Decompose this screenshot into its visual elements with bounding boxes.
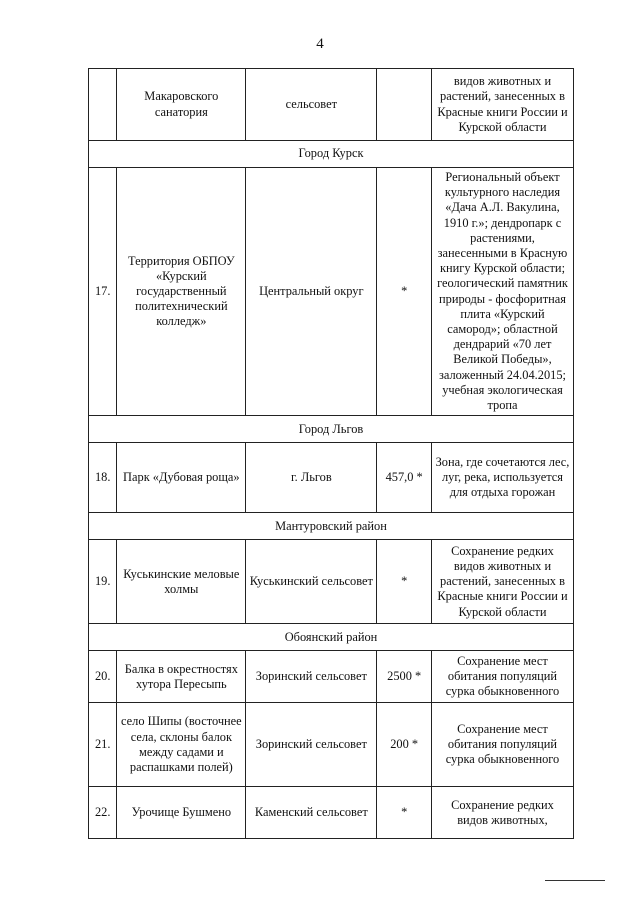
- location-cell: сельсовет: [246, 69, 377, 141]
- row-number-cell: [89, 69, 117, 141]
- area-cell: 2500 *: [377, 651, 432, 703]
- section-header-row: [89, 416, 574, 443]
- table-row: [89, 540, 574, 624]
- row-number-cell: 20.: [89, 651, 117, 703]
- location-cell: Каменский сельсовет: [246, 787, 377, 839]
- object-name-cell: Куськинские меловые холмы: [117, 540, 246, 624]
- footer-divider: [545, 880, 605, 881]
- object-name-cell: село Шипы (восточнее села, склоны балок между садами и распашками полей): [117, 703, 246, 787]
- description-cell: видов животных и растений, занесенных в Красные книги России и Курской области: [431, 69, 573, 141]
- area-cell: *: [377, 168, 432, 416]
- row-number-cell: 22.: [89, 787, 117, 839]
- area-cell: 457,0 *: [377, 443, 432, 513]
- location-cell: Зоринский сельсовет: [246, 651, 377, 703]
- section-title: Мантуровский район: [89, 513, 574, 540]
- page-number: 4: [316, 36, 324, 52]
- object-name-cell: Макаровского санатория: [117, 69, 246, 141]
- row-number-cell: 17.: [89, 168, 117, 416]
- description-cell: Зона, где сочетаются лес, луг, река, используется для отдыха горожан: [431, 443, 573, 513]
- area-cell: [377, 69, 432, 141]
- table-row: [89, 703, 574, 787]
- row-number-cell: 19.: [89, 540, 117, 624]
- table-row: [89, 443, 574, 513]
- area-cell: *: [377, 540, 432, 624]
- section-title: Город Курск: [89, 141, 574, 168]
- section-header-row: [89, 141, 574, 168]
- section-title: Обоянский район: [89, 624, 574, 651]
- protected-areas-table: [88, 68, 574, 839]
- description-cell: Региональный объект культурного наследия «Дача А.Л. Вакулина, 1910 г.»; дендропарк с растениями, занесенными в Красную книгу Курской области; геологический памятник природы - фосфоритная плита «Курский самород»; областной дендрарий «70 лет Великой Победы», заложенный 24.04.2015; учебная экологическая тропа: [431, 168, 573, 416]
- location-cell: Куськинский сельсовет: [246, 540, 377, 624]
- section-header-row: [89, 624, 574, 651]
- row-number-cell: 21.: [89, 703, 117, 787]
- row-number-cell: 18.: [89, 443, 117, 513]
- location-cell: Зоринский сельсовет: [246, 703, 377, 787]
- table-row: [89, 69, 574, 141]
- section-title: Город Льгов: [89, 416, 574, 443]
- table-row: [89, 651, 574, 703]
- description-cell: Сохранение редких видов животных и растений, занесенных в Красные книги России и Курской области: [431, 540, 573, 624]
- location-cell: г. Льгов: [246, 443, 377, 513]
- area-cell: 200 *: [377, 703, 432, 787]
- description-cell: Сохранение мест обитания популяций сурка обыкновенного: [431, 703, 573, 787]
- area-cell: *: [377, 787, 432, 839]
- object-name-cell: Урочище Бушмено: [117, 787, 246, 839]
- location-cell: Центральный округ: [246, 168, 377, 416]
- object-name-cell: Балка в окрестностях хутора Пересыпь: [117, 651, 246, 703]
- description-cell: Сохранение редких видов животных,: [431, 787, 573, 839]
- description-cell: Сохранение мест обитания популяций сурка обыкновенного: [431, 651, 573, 703]
- object-name-cell: Территория ОБПОУ «Курский государственный политехнический колледж»: [117, 168, 246, 416]
- section-header-row: [89, 513, 574, 540]
- table-row: [89, 168, 574, 416]
- table-row: [89, 787, 574, 839]
- object-name-cell: Парк «Дубовая роща»: [117, 443, 246, 513]
